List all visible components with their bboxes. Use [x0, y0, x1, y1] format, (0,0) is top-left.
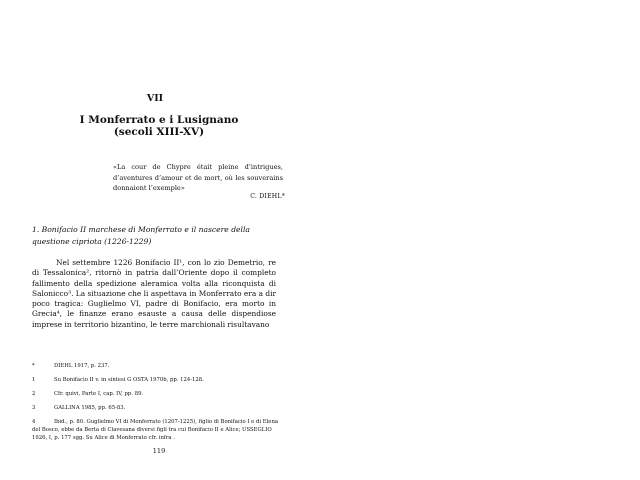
section-heading: 1. Bonifacio II marchese di Monferrato e il nascere della questione cipriota (1226-1229): [32, 225, 250, 246]
footnote: [32, 390, 280, 398]
footnote-mark: 4: [32, 419, 36, 425]
chapter-title-line1: I Monferrato e i Lusignano: [79, 114, 239, 126]
footnote-text: Ibid., p. 80. Guglielmo VI di Monferrato (1207-1225), figlio di Bonifacio I e di Elena del Bosco, ebbe da Berta di Clavesana diversi figli tra cui Bonifacio II e Alice; USSEGLIO 1926, I, p. 177 sgg. Su Alice di Monferrato cfr. infra .: [32, 419, 279, 442]
footnote: [32, 404, 280, 412]
epigraph-quote: «La cour de Chypre était pleine d’intrigues, d’aventures d’amour et de mort, où les souverains donnaient l’exemple»: [113, 163, 283, 193]
chapter-number: VII: [146, 93, 164, 104]
footnote-text: GALLINA 1985, pp. 65-83.: [54, 405, 126, 411]
footnote: [32, 362, 280, 370]
chapter-title-line2: (secoli XIII-XV): [113, 126, 205, 138]
footnotes: [32, 362, 280, 443]
body-text: [32, 258, 276, 330]
epigraph-author: C. DIEHL*: [250, 193, 285, 200]
page-number: 119: [152, 447, 166, 455]
footnote-text: DIEHL 1917, p. 237.: [54, 363, 110, 369]
footnote: [32, 376, 280, 384]
footnote-text: Su Bonifacio II v. in sintesi G OSTA 1970b, pp. 124-128.: [54, 377, 204, 383]
footnote-mark: 2: [32, 391, 36, 397]
footnote-text: Cfr. quivi, Parte I, cap. IV, pp. 89.: [54, 391, 144, 397]
footnote: [32, 418, 280, 443]
footnote-mark: *: [32, 363, 35, 369]
chapter-title: [0, 114, 318, 138]
footnote-mark: 3: [32, 405, 36, 411]
body-paragraph: Nel settembre 1226 Bonifacio II¹, con lo zio Demetrio, re di Tessalonica², ritornò in patria dall’Oriente dopo il completo fallimento della spedizione aleramica volta alla riconquista di Salonicco³. La situazione che li aspettava in Monferrato era a dir poco tragica: Guglielmo VI, padre di Bonifacio, era morto in Grecia⁴, le finanze erano esauste a causa delle dispendiose imprese in territorio bizantino, le terre marchionali risultavano: [32, 258, 276, 329]
footnote-mark: 1: [32, 377, 36, 383]
